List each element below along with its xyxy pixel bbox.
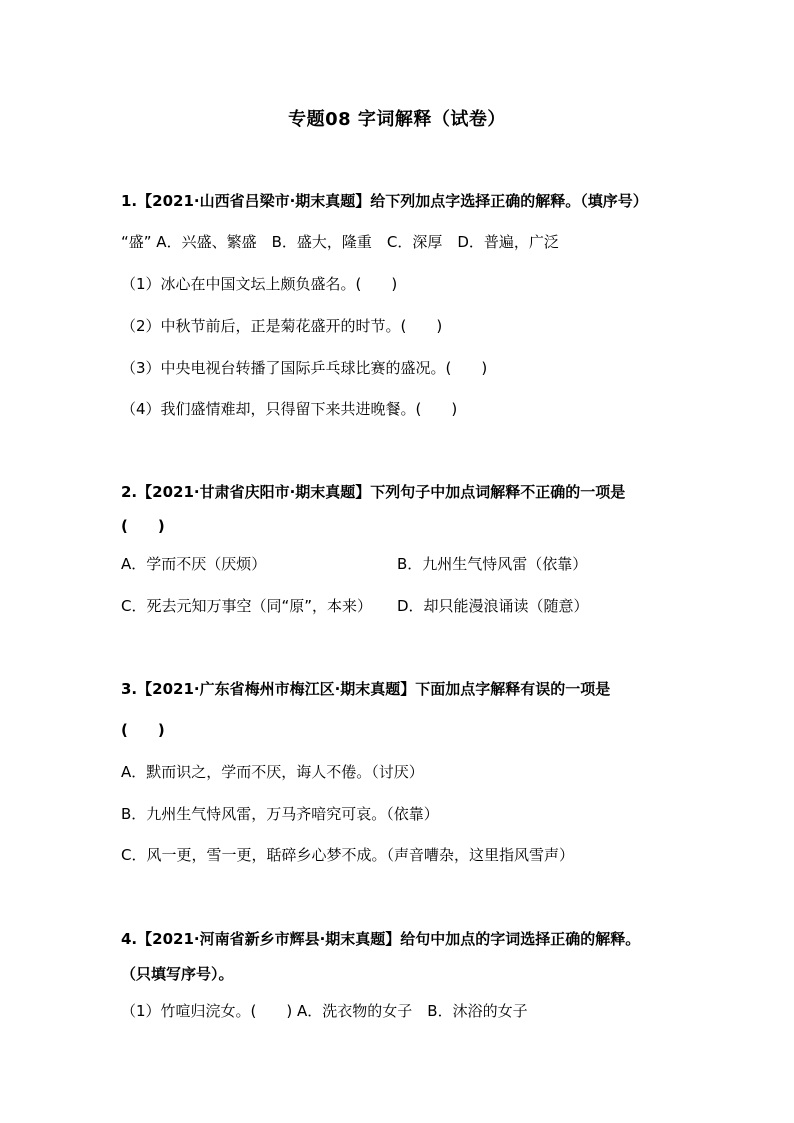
question-3-blank: ( ) xyxy=(121,721,165,739)
question-2-blank: ( ) xyxy=(121,517,165,535)
question-1-item-4: （4）我们盛情难却，只得留下来共进晚餐。( ) xyxy=(121,400,458,418)
question-3-option-c: C．风一更，雪一更，聒碎乡心梦不成。（声音嘈杂，这里指风雪声） xyxy=(121,846,574,864)
question-4-head: 4.【2021·河南省新乡市辉县·期末真题】给句中加点的字词选择正确的解释。 xyxy=(121,930,641,948)
question-4-item-1: （1）竹喧归浣女。( ) A．洗衣物的女子 B．沐浴的女子 xyxy=(121,1002,528,1020)
question-2-option-b: B．九州生气恃风雷（依靠） xyxy=(397,555,588,573)
question-2-head: 2.【2021·甘肃省庆阳市·期末真题】下列句子中加点词解释不正确的一项是 xyxy=(121,483,626,501)
question-3-head: 3.【2021·广东省梅州市梅江区·期末真题】下面加点字解释有误的一项是 xyxy=(121,680,611,698)
question-1-head: 1.【2021·山西省吕梁市·期末真题】给下列加点字选择正确的解释。（填序号） xyxy=(121,192,648,210)
question-1-options: “盛” A．兴盛、繁盛 B．盛大，隆重 C．深厚 D．普遍，广泛 xyxy=(121,233,559,251)
question-4-head-2: （只填写序号）。 xyxy=(121,965,234,983)
question-2-option-c: C．死去元知万事空（同“原”，本来） xyxy=(121,597,373,615)
question-3-option-b: B．九州生气恃风雷，万马齐喑究可哀。（依靠） xyxy=(121,805,439,823)
question-3-option-a: A．默而识之，学而不厌，诲人不倦。（讨厌） xyxy=(121,763,424,781)
question-2-option-a: A．学而不厌（厌烦） xyxy=(121,555,267,573)
question-1-item-2: （2）中秋节前后，正是菊花盛开的时节。( ) xyxy=(121,317,443,335)
page-title: 专题08 字词解释（试卷） xyxy=(288,109,506,130)
question-1-item-1: （1）冰心在中国文坛上颇负盛名。( ) xyxy=(121,275,398,293)
question-2-option-d: D．却只能漫浪诵读（随意） xyxy=(397,597,589,615)
question-1-item-3: （3）中央电视台转播了国际乒乓球比赛的盛况。( ) xyxy=(121,359,488,377)
